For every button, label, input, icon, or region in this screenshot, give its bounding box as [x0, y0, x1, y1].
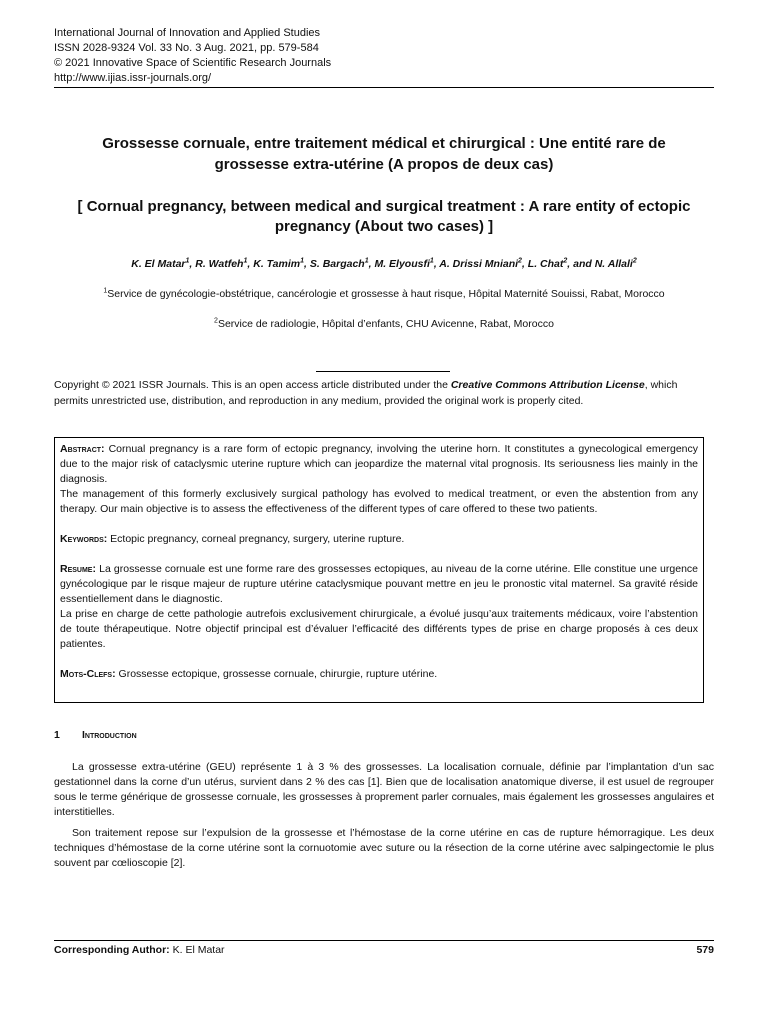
affiliation-text: Service de gynécologie-obstétrique, cancérologie et grossesse à haut risque, Hôpital Maternité Souissi, Rabat, Morocco [107, 288, 665, 300]
page-number: 579 [696, 944, 714, 956]
intro-block-1 [54, 760, 714, 820]
author-affiliation-mark: 1 [429, 257, 434, 265]
corresponding-author-label: Corresponding Author: [54, 944, 170, 956]
section-title: Introduction [82, 729, 137, 741]
author-affiliation-mark: 1 [300, 257, 305, 265]
title-english-line-1: [ Cornual pregnancy, between medical and surgical treatment : A rare entity of ectopic [77, 198, 691, 215]
author-list: K. El Matar$^1$, R. Watfeh$^1$, K. Tamim$^1$, S. Bargach$^1$, M. Elyousfi$^1$, A. Drissi Mniani$^2$, L. Chat$^2$, and N. Allali$^2$ [131, 257, 637, 270]
header-divider [54, 87, 714, 88]
journal-header [54, 26, 331, 86]
affiliation-2 [54, 318, 714, 330]
title-french-line-2: grossesse extra-utérine (A propos de deux cas) [214, 156, 554, 173]
copyright-divider [316, 371, 450, 372]
section-number: 1 [54, 729, 60, 741]
corresponding-author-name: K. El Matar [172, 944, 225, 956]
title-english-line-2: pregnancy (About two cases) ] [274, 218, 494, 235]
resume-paragraph-1 [60, 562, 698, 607]
abstract-paragraph-2: The management of this formerly exclusively surgical pathology has evolved to medical treatment, or even the abstention from any therapy. Our main objective is to assess the effectiveness of the different types of care offered to these two patients. [60, 488, 698, 515]
keywords-paragraph [60, 532, 698, 547]
publisher-copyright: © 2021 Innovative Space of Scientific Research Journals [54, 57, 332, 69]
author-affiliation-mark: 1 [243, 257, 248, 265]
abstract-text-1: Cornual pregnancy is a rare form of ectopic pregnancy, involving the uterine horn. It constitutes a gynecological emergency due to the major risk of cataclysmic uterine rupture which can jeopardize the maternal vital prognosis. Its seriousness lies mainly in the diagnosis. [60, 443, 698, 485]
author-affiliation-mark: 2 [632, 257, 637, 265]
journal-url[interactable]: http://www.ijias.issr-journals.org/ [54, 72, 212, 84]
mots-clefs-text: Grossesse ectopique, grossesse cornuale, chirurgie, rupture utérine. [118, 668, 438, 680]
section-heading [54, 729, 137, 741]
copyright-text-after: , which permits unrestricted use, distribution, and reproduction in any medium, provided the original work is properly cited. [54, 379, 678, 407]
affiliation-1 [54, 288, 714, 300]
author: L. Chat [527, 258, 564, 270]
author: M. Elyousfi [374, 258, 430, 270]
author-affiliation-mark: 2 [518, 257, 522, 265]
author: N. Allali [594, 258, 633, 270]
affiliation-number: 1 [103, 287, 108, 295]
authors-conjunction: and [573, 258, 592, 270]
author: K. Tamim [253, 258, 301, 270]
abstract-box [54, 437, 704, 703]
author: A. Drissi Mniani [439, 258, 519, 270]
author: K. El Matar [131, 258, 186, 270]
keywords-text: Ectopic pregnancy, corneal pregnancy, surgery, uterine rupture. [110, 533, 405, 545]
title-english [54, 197, 714, 237]
title-french [54, 133, 714, 175]
intro-paragraph-1: La grossesse extra-utérine (GEU) représente 1 à 3 % des grossesses. La localisation cornuale, définie par l’implantation d’un sac gestationnel dans la corne d’un utérus, survient dans 2 % des cas [1]. Bien que de localisation anatomique diverse, il est usuel de regrouper sous le terme générique de grossesse cornuale, les grossesses à proprement parler cornuales, mais également les grossesses angulaires et interstitielles. [54, 761, 714, 818]
issn-line: ISSN 2028-9324 Vol. 33 No. 3 Aug. 2021, pp. 579-584 [54, 42, 319, 54]
resume-paragraph-2: La prise en charge de cette pathologie autrefois exclusivement chirurgicale, a évolué jusqu’aux traitements médicaux, voire l’abstention de toute thérapeutique. Notre objectif principal est d’évaluer l’efficacité des différents types de prise en charge proposés à ces deux patientes. [60, 608, 698, 650]
resume-label: Resume: [60, 563, 96, 575]
license-link[interactable]: Creative Commons Attribution License [450, 379, 645, 391]
author: S. Bargach [309, 258, 365, 270]
copyright-text-before: Copyright © 2021 ISSR Journals. This is an open access article distributed under the [54, 379, 451, 391]
resume-text-1: La grossesse cornuale est une forme rare des grossesses ectopiques, au niveau de la corne utérine. Elle constitue une urgence gynécologique par le risque majeur de rupture utérine cataclysmique pouvant mettre en jeu le pronostic vital maternel. Sa gravité réside essentiellement dans le diagnostic. [60, 563, 698, 605]
affiliation-text: Service de radiologie, Hôpital d’enfants, CHU Avicenne, Rabat, Morocco [217, 318, 554, 330]
intro-block-2 [54, 826, 714, 871]
title-french-line-1: Grossesse cornuale, entre traitement médical et chirurgical : Une entité rare de [102, 135, 666, 152]
abstract-paragraph-1 [60, 442, 698, 487]
journal-name: International Journal of Innovation and Applied Studies [54, 27, 321, 39]
mots-clefs-label: Mots-Clefs: [60, 668, 116, 680]
author: R. Watfeh [195, 258, 244, 270]
mots-clefs-paragraph [60, 667, 698, 682]
author-affiliation-mark: 1 [364, 257, 369, 265]
keywords-label: Keywords: [60, 533, 108, 545]
affiliation-number: 2 [214, 317, 218, 325]
footer-divider [54, 940, 714, 941]
author-affiliation-mark: 1 [185, 257, 190, 265]
page-footer [54, 944, 714, 956]
author-affiliation-mark: 2 [563, 257, 568, 265]
copyright-notice [54, 377, 714, 409]
abstract-label: Abstract: [60, 443, 105, 455]
intro-paragraph-2: Son traitement repose sur l’expulsion de la grossesse et l’hémostase de la corne utérine en cas de rupture hémorragique. Les deux techniques d’hémostase de la corne utérine sont la cornuotomie avec suture ou la résection de la corne utérine avec salpingectomie le plus souvent par cœlioscopie [2]. [54, 827, 714, 869]
